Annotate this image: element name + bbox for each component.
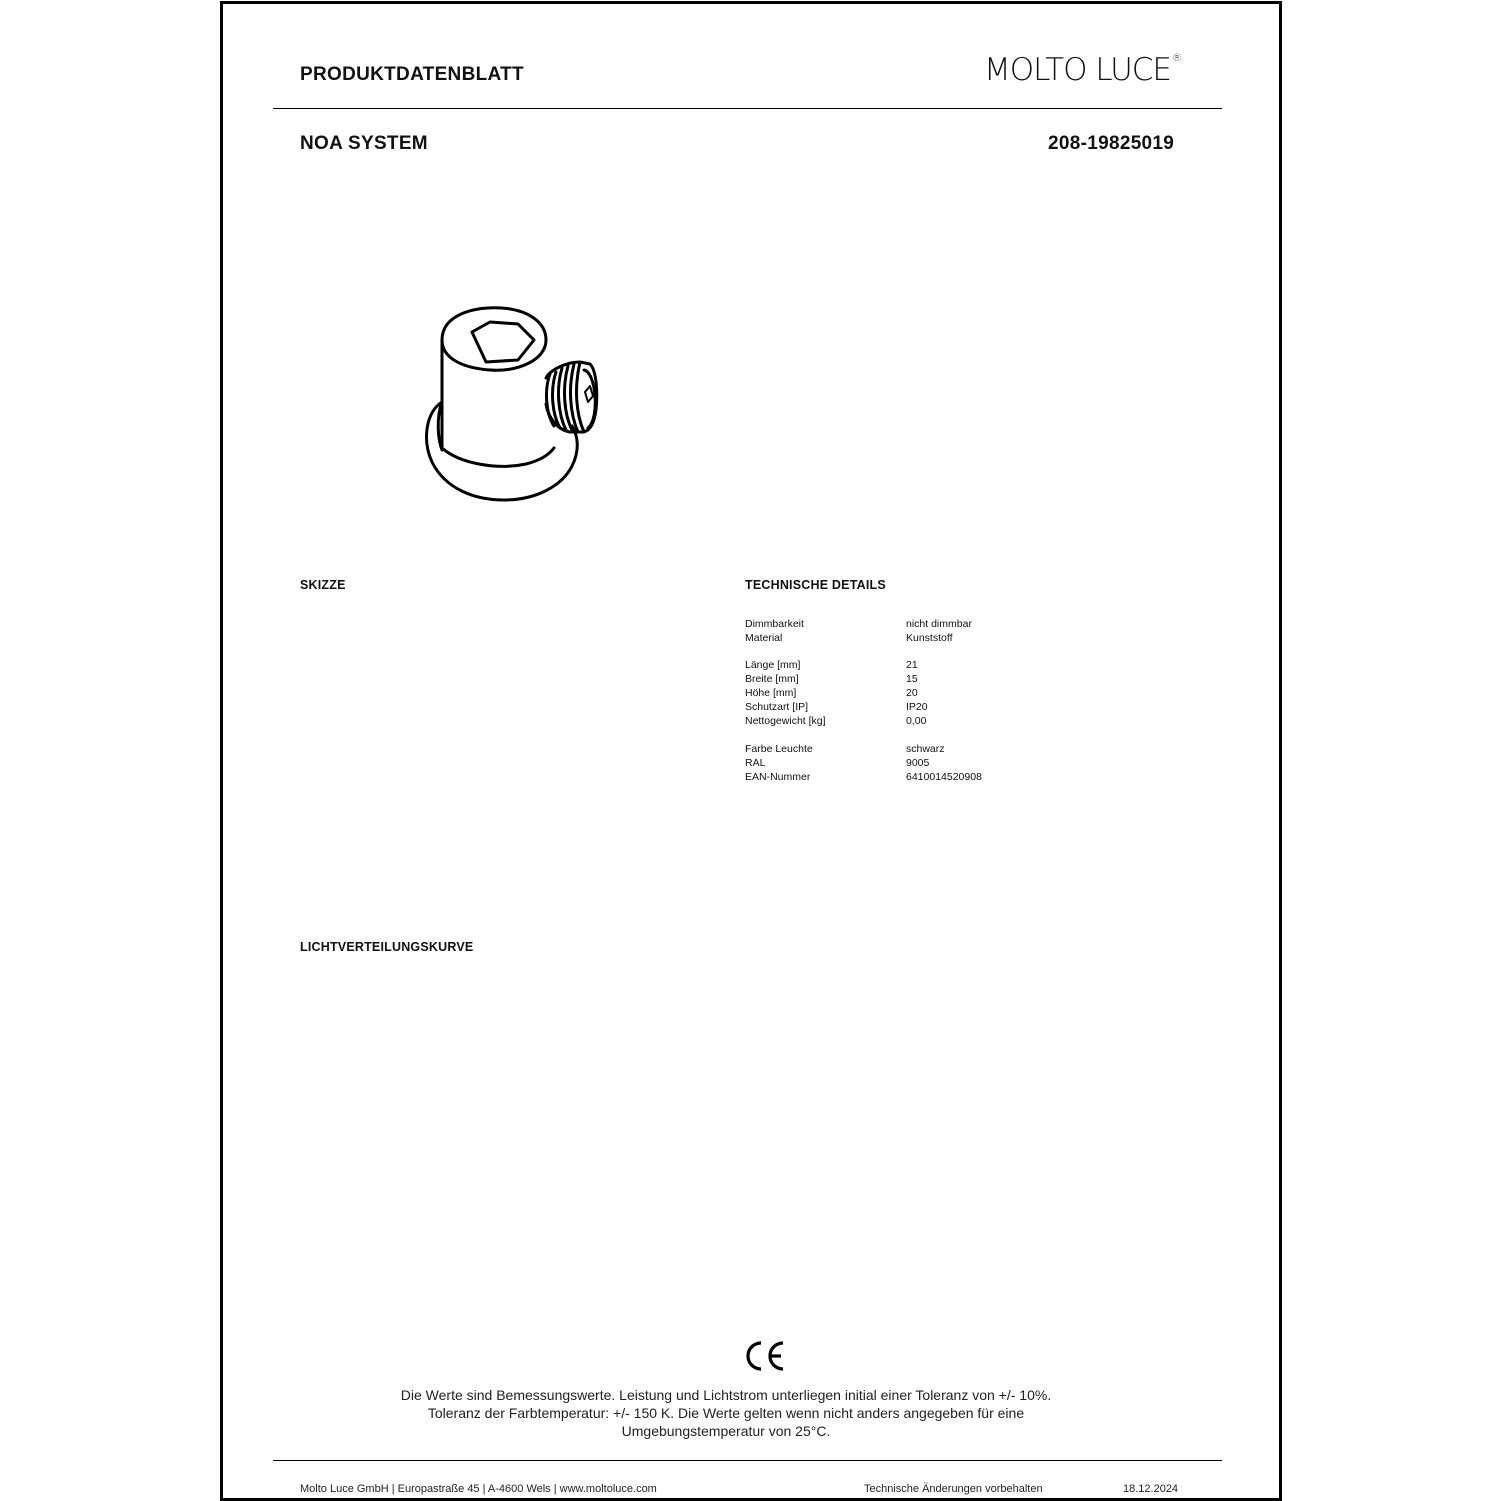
disclaimer-text — [273, 1386, 1179, 1440]
detail-label: EAN-Nummer — [745, 771, 811, 783]
detail-label: Material — [745, 632, 783, 644]
detail-label: Farbe Leuchte — [745, 743, 813, 755]
technical-details-table — [745, 617, 1145, 787]
detail-label: Dimmbarkeit — [745, 618, 804, 630]
ce-mark-text: CE — [744, 1340, 746, 1341]
detail-value: 0,00 — [906, 715, 927, 727]
section-light-curve-heading: LICHTVERTEILUNGSKURVE — [300, 940, 474, 954]
detail-value: 21 — [906, 659, 918, 671]
header-divider — [273, 108, 1222, 109]
product-name: NOA SYSTEM — [300, 133, 428, 154]
disclaimer-line: Die Werte sind Bemessungswerte. Leistung und Lichtstrom unterliegen initial einer Toleranz von +/- 10%. — [400, 1387, 1052, 1403]
detail-label: RAL — [745, 757, 766, 769]
detail-label: Nettogewicht [kg] — [745, 715, 826, 727]
disclaimer-line: Umgebungstemperatur von 25°C. — [621, 1423, 831, 1439]
product-sketch-image — [420, 300, 620, 510]
detail-label: Schutzart [IP] — [745, 701, 809, 713]
section-sketch-heading: SKIZZE — [300, 578, 346, 592]
detail-value: Kunststoff — [906, 632, 953, 644]
detail-label: Höhe [mm] — [745, 687, 797, 699]
detail-value: 20 — [906, 687, 918, 699]
detail-value: IP20 — [906, 701, 928, 713]
registered-mark: ® — [1172, 52, 1181, 64]
brand-logo — [984, 52, 1181, 88]
footer-divider — [273, 1460, 1222, 1461]
detail-value: 9005 — [906, 757, 930, 769]
detail-value: 6410014520908 — [906, 771, 982, 783]
footer-date: 18.12.2024 — [1123, 1483, 1179, 1495]
brand-name: MOLTO LUCE — [984, 52, 1171, 88]
footer-notice: Technische Änderungen vorbehalten — [864, 1483, 1043, 1495]
disclaimer-line: Toleranz der Farbtemperatur: +/- 150 K. Die Werte gelten wenn nicht anders angegeben für eine — [427, 1405, 1025, 1421]
detail-value: 15 — [906, 673, 918, 685]
product-number: 208-19825019 — [1048, 133, 1175, 154]
detail-value: schwarz — [906, 743, 945, 755]
detail-value: nicht dimmbar — [906, 618, 972, 630]
detail-label: Länge [mm] — [745, 659, 801, 671]
document-title: PRODUKTDATENBLATT — [300, 64, 524, 85]
section-technical-heading: TECHNISCHE DETAILS — [745, 578, 886, 592]
footer-company: Molto Luce GmbH | Europastraße 45 | A-4600 Wels | www.moltoluce.com — [300, 1483, 657, 1495]
detail-label: Breite [mm] — [745, 673, 799, 685]
ce-mark-icon — [744, 1340, 786, 1372]
